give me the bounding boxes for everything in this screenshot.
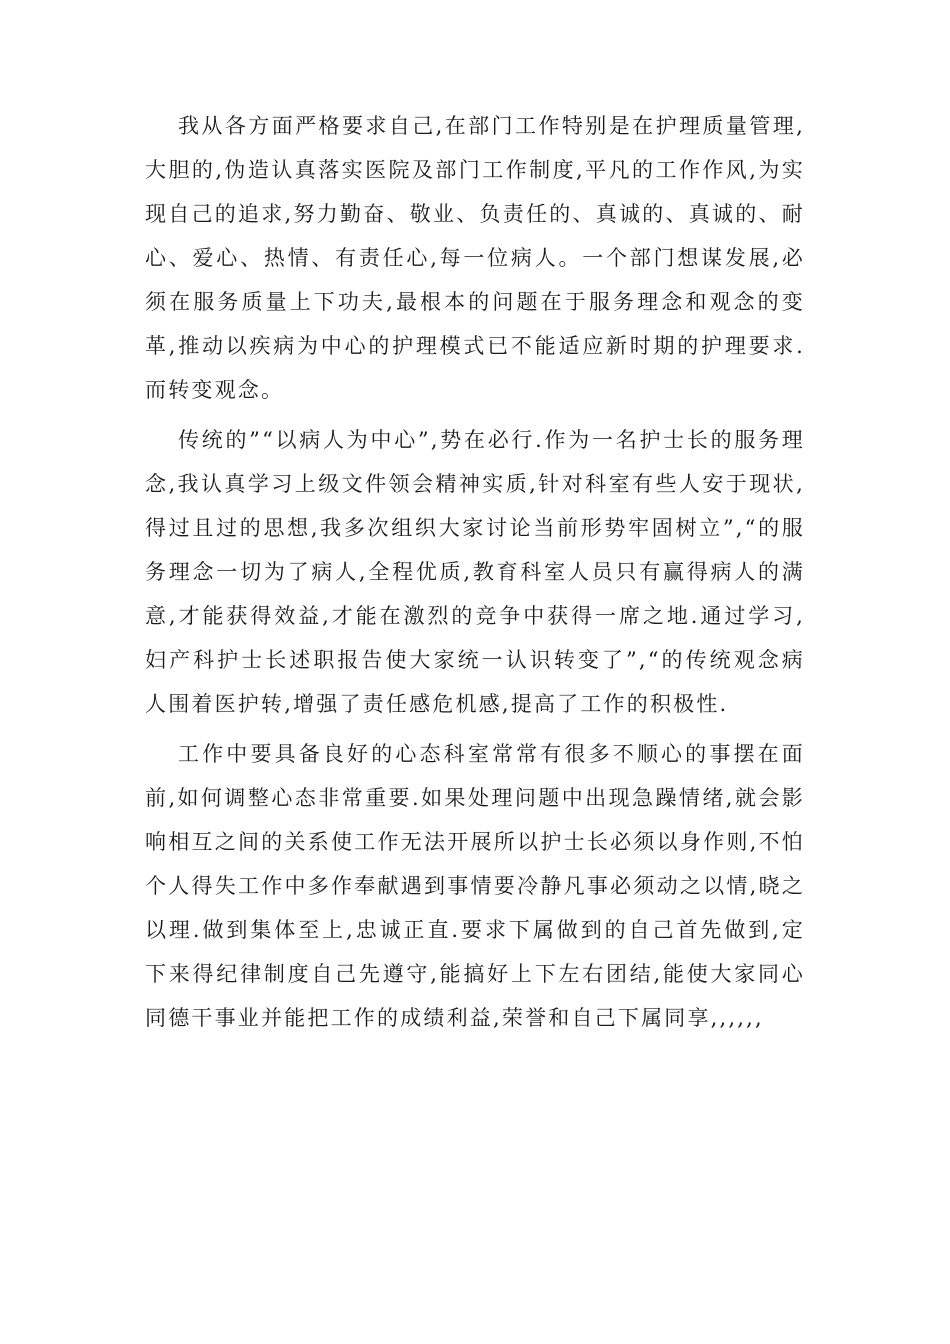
paragraph-3: 工作中要具备良好的心态科室常常有很多不顺心的事摆在面前,如何调整心态非常重要.如果处理问题中出现急躁情绪,就会影响相互之间的关系使工作无法开展所以护士长必须以身作则,不怕个人得失工作中多作奉献遇到事情要冷静凡事必须动之以情,晓之以理.做到集体至上,忠诚正直.要求下属做到的自己首先做到,定下来得纪律制度自己先遵守,能搞好上下左右团结,能使大家同心同德干事业并能把工作的成绩利益,荣誉和自己下属同享,,,,,, xyxy=(145,742,805,1030)
paragraph-2: 传统的”“以病人为中心”,势在必行.作为一名护士长的服务理念,我认真学习上级文件领会精神实质,针对科室有些人安于现状,得过且过的思想,我多次组织大家讨论当前形势牢固树立”,“的服务理念一切为了病人,全程优质,教育科室人员只有赢得病人的满意,才能获得效益,才能在激烈的竞争中获得一席之地.通过学习,妇产科护士长述职报告使大家统一认识转变了”,“的传统观念病人围着医护转,增强了责任感危机感,提高了工作的积极性. xyxy=(145,428,805,716)
document-body xyxy=(145,104,805,1046)
paragraph-1: 我从各方面严格要求自己,在部门工作特别是在护理质量管理,大胆的,伪造认真落实医院及部门工作制度,平凡的工作作风,为实现自己的追求,努力勤奋、敬业、负责任的、真诚的、真诚的、耐心、爱心、热情、有责任心,每一位病人。一个部门想谋发展,必须在服务质量上下功夫,最根本的问题在于服务理念和观念的变革,推动以疾病为中心的护理模式已不能适应新时期的护理要求.而转变观念。 xyxy=(145,114,805,402)
